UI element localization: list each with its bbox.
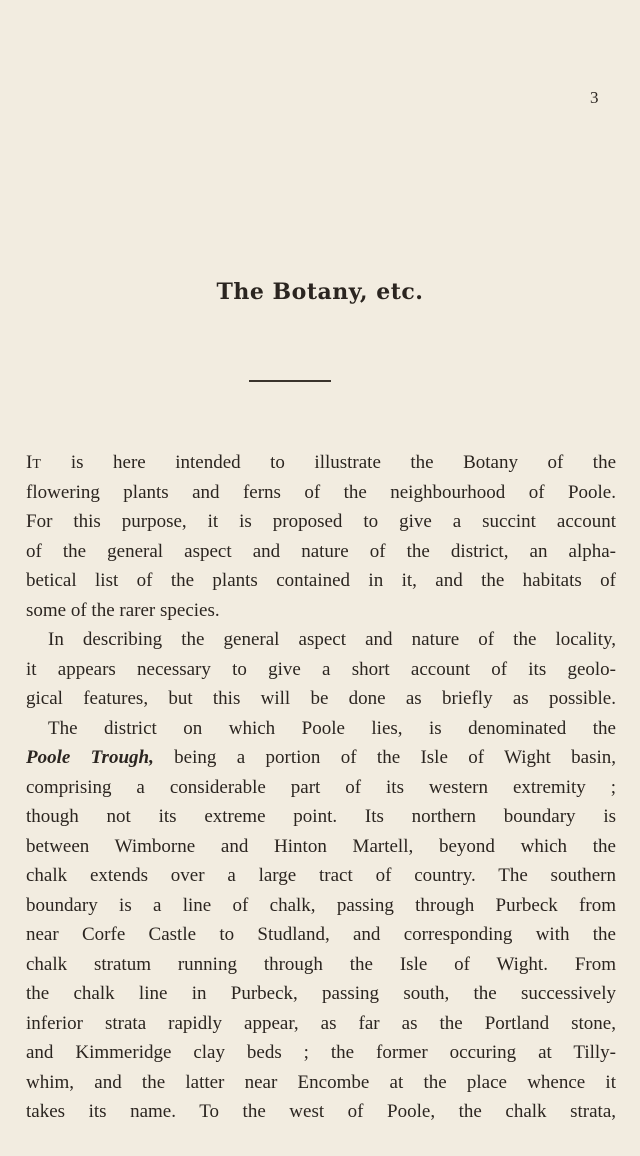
text-line: inferior strata rapidly appear, as far as the Portland stone, <box>26 1012 616 1034</box>
text-line: though not its extreme point. Its northern boundary is <box>26 806 616 827</box>
text-line: near Corfe Castle to Studland, and corresponding with the <box>26 924 616 945</box>
text-line: The district on which Poole lies, is denominated the <box>48 717 616 739</box>
text-line <box>26 448 616 478</box>
text-line: it appears necessary to give a short account of its geolo- <box>26 658 616 680</box>
page-heading: The Botany, etc. <box>216 279 424 305</box>
text-line: and Kimmeridge clay beds ; the former occuring at Tilly- <box>26 1042 616 1063</box>
text-line: comprising a considerable part of its western extremity ; <box>26 776 616 798</box>
small-caps-opening: IT <box>26 452 42 473</box>
body-text <box>26 448 616 1127</box>
text-line: For this purpose, it is proposed to give a succint account <box>26 511 616 532</box>
text-line: between Wimborne and Hinton Martell, beyond which the <box>26 835 616 857</box>
text-line: chalk stratum running through the Isle of Wight. From <box>26 953 616 975</box>
text-line: of the general aspect and nature of the district, an alpha- <box>26 540 616 562</box>
text-line: chalk extends over a large tract of country. The southern <box>26 865 616 886</box>
page-number: 3 <box>590 88 599 107</box>
text-line: whim, and the latter near Encombe at the place whence it <box>26 1071 616 1093</box>
italic-term: Poole Trough, <box>26 747 154 768</box>
text-line: the chalk line in Purbeck, passing south, the successively <box>26 983 616 1004</box>
text-line-rest: being a portion of the Isle of Wight basin, <box>153 747 616 768</box>
text-line: In describing the general aspect and nature of the locality, <box>48 629 616 650</box>
text-line: boundary is a line of chalk, passing through Purbeck from <box>26 894 616 916</box>
heading-divider <box>249 380 331 382</box>
text-line <box>26 743 616 773</box>
text-line: gical features, but this will be done as briefly as possible. <box>26 688 616 709</box>
text-line: flowering plants and ferns of the neighbourhood of Poole. <box>26 481 616 503</box>
text-line: takes its name. To the west of Poole, the chalk strata, <box>26 1101 616 1122</box>
text-line-rest: is here intended to illustrate the Botany of the <box>41 452 616 473</box>
text-line: betical list of the plants contained in it, and the habitats of <box>26 570 616 591</box>
text-line: some of the rarer species. <box>26 599 220 621</box>
